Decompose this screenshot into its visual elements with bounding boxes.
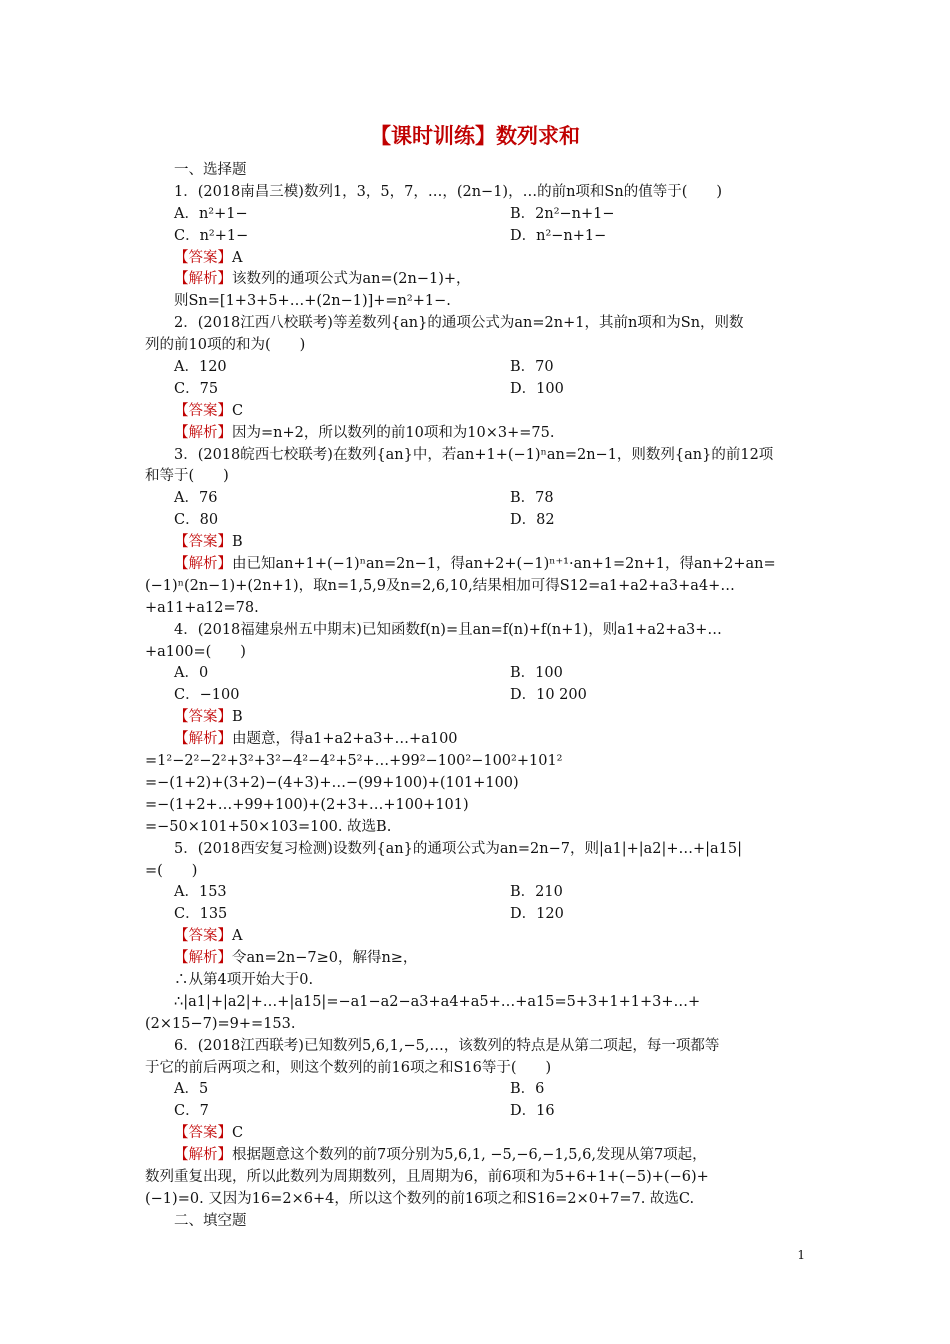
option-text: C．135: [174, 906, 228, 923]
option-text: A．5: [174, 1081, 209, 1098]
option-text: C．−100: [174, 687, 240, 704]
option-row: [145, 1101, 810, 1123]
text-line: 列的前10项的和为( ): [145, 337, 306, 354]
option-row: [145, 882, 810, 904]
answer-line: [145, 948, 810, 970]
option-text: B．78: [510, 490, 554, 507]
option-text: A．120: [174, 359, 227, 376]
answer-tag: 【解析】: [174, 556, 232, 573]
answer-text: 由已知an+1+(−1)ⁿan=2n−1，得an+2+(−1)ⁿ⁺¹·an+1=2n+1，得an+2+an=: [232, 556, 776, 573]
option-row: [145, 357, 810, 379]
answer-tag: 【答案】: [174, 402, 232, 419]
answer-text: 根据题意这个数列的前7项分别为5,6,1, −5,−6,−1,5,6,发现从第7项起，: [232, 1147, 707, 1164]
answer-line: [145, 729, 810, 751]
answer-text: B: [232, 709, 243, 726]
answer-line: [145, 1123, 810, 1145]
answer-line: [145, 401, 810, 423]
option-text: A．n²+1−: [174, 205, 248, 222]
option-text: A．76: [174, 490, 218, 507]
section-heading: 二、填空题: [174, 1212, 247, 1229]
option-row: [145, 204, 810, 226]
answer-text: A: [232, 928, 243, 945]
option-text: C．n²+1−: [174, 227, 249, 244]
option-text: B．210: [510, 884, 563, 901]
option-text: A．0: [174, 665, 209, 682]
section-heading: 一、选择题: [174, 162, 247, 178]
text-line: =−(1+2)+(3+2)−(4+3)+…−(99+100)+(101+100): [145, 774, 519, 791]
text-line: 和等于( ): [145, 468, 229, 485]
text-line: =−50×101+50×103=100. 故选B.: [145, 818, 392, 835]
text-line: (−1)=0. 又因为16=2×6+4，所以这个数列的前16项之和S16=2×0+7=7. 故选C.: [145, 1190, 695, 1207]
answer-text: C: [232, 1125, 244, 1142]
document-body: [145, 160, 810, 1233]
answer-line: [145, 1145, 810, 1167]
answer-line: [145, 423, 810, 445]
option-text: B．70: [510, 359, 554, 376]
option-row: [145, 488, 810, 510]
answer-line: [145, 926, 810, 948]
text-line: ∴从第4项开始大于0.: [174, 971, 314, 988]
answer-line: [145, 554, 810, 576]
answer-text: 该数列的通项公式为an=(2n−1)+，: [232, 271, 471, 288]
answer-text: C: [232, 402, 244, 419]
option-row: [145, 685, 810, 707]
option-text: B．2n²−n+1−: [510, 205, 615, 222]
answer-tag: 【解析】: [174, 1147, 232, 1164]
option-row: [145, 510, 810, 532]
answer-tag: 【答案】: [174, 928, 232, 945]
answer-text: B: [232, 534, 243, 551]
option-text: D．n²−n+1−: [510, 227, 607, 244]
answer-tag: 【解析】: [174, 271, 232, 288]
text-line: 5．(2018西安复习检测)设数列{an}的通项公式为an=2n−7，则|a1|+|a2|+…+|a15|: [174, 840, 743, 857]
text-line: 6．(2018江西联考)已知数列5,6,1,−5,…，该数列的特点是从第二项起，每一项都等: [174, 1037, 720, 1054]
option-text: B．100: [510, 665, 563, 682]
answer-tag: 【解析】: [174, 424, 232, 441]
option-row: [145, 226, 810, 248]
text-line: =1²−2²−2²+3²+3²−4²−4²+5²+…+99²−100²−100²+101²: [145, 753, 563, 770]
option-text: D．120: [510, 906, 564, 923]
text-line: ∴|a1|+|a2|+…+|a15|=−a1−a2−a3+a4+a5+…+a15=5+3+1+1+3+…+: [174, 993, 701, 1010]
page-number: 1: [797, 1248, 805, 1262]
option-text: A．153: [174, 884, 227, 901]
option-row: [145, 663, 810, 685]
answer-line: [145, 532, 810, 554]
answer-text: 因为=n+2，所以数列的前10项和为10×3+=75.: [232, 424, 555, 441]
answer-text: 令an=2n−7≥0，解得n≥，: [232, 950, 418, 967]
text-line: +a11+a12=78.: [145, 599, 259, 616]
text-line: +a100=( ): [145, 643, 246, 660]
answer-line: [145, 248, 810, 270]
answer-text: 由题意，得a1+a2+a3+…+a100: [232, 731, 458, 748]
answer-line: [145, 269, 810, 291]
option-text: C．7: [174, 1103, 209, 1120]
option-row: [145, 1079, 810, 1101]
text-line: 1．(2018南昌三模)数列1，3，5，7，…，(2n−1)，…的前n项和Sn的值等于( ): [174, 183, 723, 200]
text-line: 则Sn=[1+3+5+…+(2n−1)]+=n²+1−.: [174, 293, 451, 310]
answer-text: A: [232, 249, 243, 266]
option-text: D．16: [510, 1103, 555, 1120]
option-text: D．82: [510, 512, 555, 529]
answer-tag: 【答案】: [174, 249, 232, 266]
option-text: D．100: [510, 380, 564, 397]
text-line: (−1)ⁿ(2n−1)+(2n+1)，取n=1,5,9及n=2,6,10,结果相加可得S12=a1+a2+a3+a4+…: [145, 577, 735, 594]
text-line: (2×15−7)=9+=153.: [145, 1015, 296, 1032]
answer-line: [145, 707, 810, 729]
answer-tag: 【解析】: [174, 950, 232, 967]
text-line: =−(1+2+…+99+100)+(2+3+…+100+101): [145, 796, 469, 813]
text-line: 3．(2018皖西七校联考)在数列{an}中，若an+1+(−1)ⁿan=2n−1，则数列{an}的前12项: [174, 446, 774, 463]
option-text: C．75: [174, 380, 219, 397]
answer-tag: 【答案】: [174, 1125, 232, 1142]
answer-tag: 【解析】: [174, 731, 232, 748]
text-line: 2．(2018江西八校联考)等差数列{an}的通项公式为an=2n+1，其前n项和为Sn，则数: [174, 315, 744, 332]
answer-tag: 【答案】: [174, 709, 232, 726]
text-line: 于它的前后两项之和，则这个数列的前16项之和S16等于( ): [145, 1059, 552, 1076]
option-text: B．6: [510, 1081, 545, 1098]
option-text: D．10 200: [510, 687, 587, 704]
option-text: C．80: [174, 512, 219, 529]
text-line: 4．(2018福建泉州五中期末)已知函数f(n)=且an=f(n)+f(n+1)，则a1+a2+a3+…: [174, 621, 722, 638]
page-title: 【课时训练】数列求和: [370, 124, 580, 148]
text-line: =( ): [145, 862, 198, 879]
option-row: [145, 379, 810, 401]
text-line: 数列重复出现，所以此数列为周期数列，且周期为6，前6项和为5+6+1+(−5)+(−6)+: [145, 1168, 709, 1185]
option-row: [145, 904, 810, 926]
answer-tag: 【答案】: [174, 534, 232, 551]
